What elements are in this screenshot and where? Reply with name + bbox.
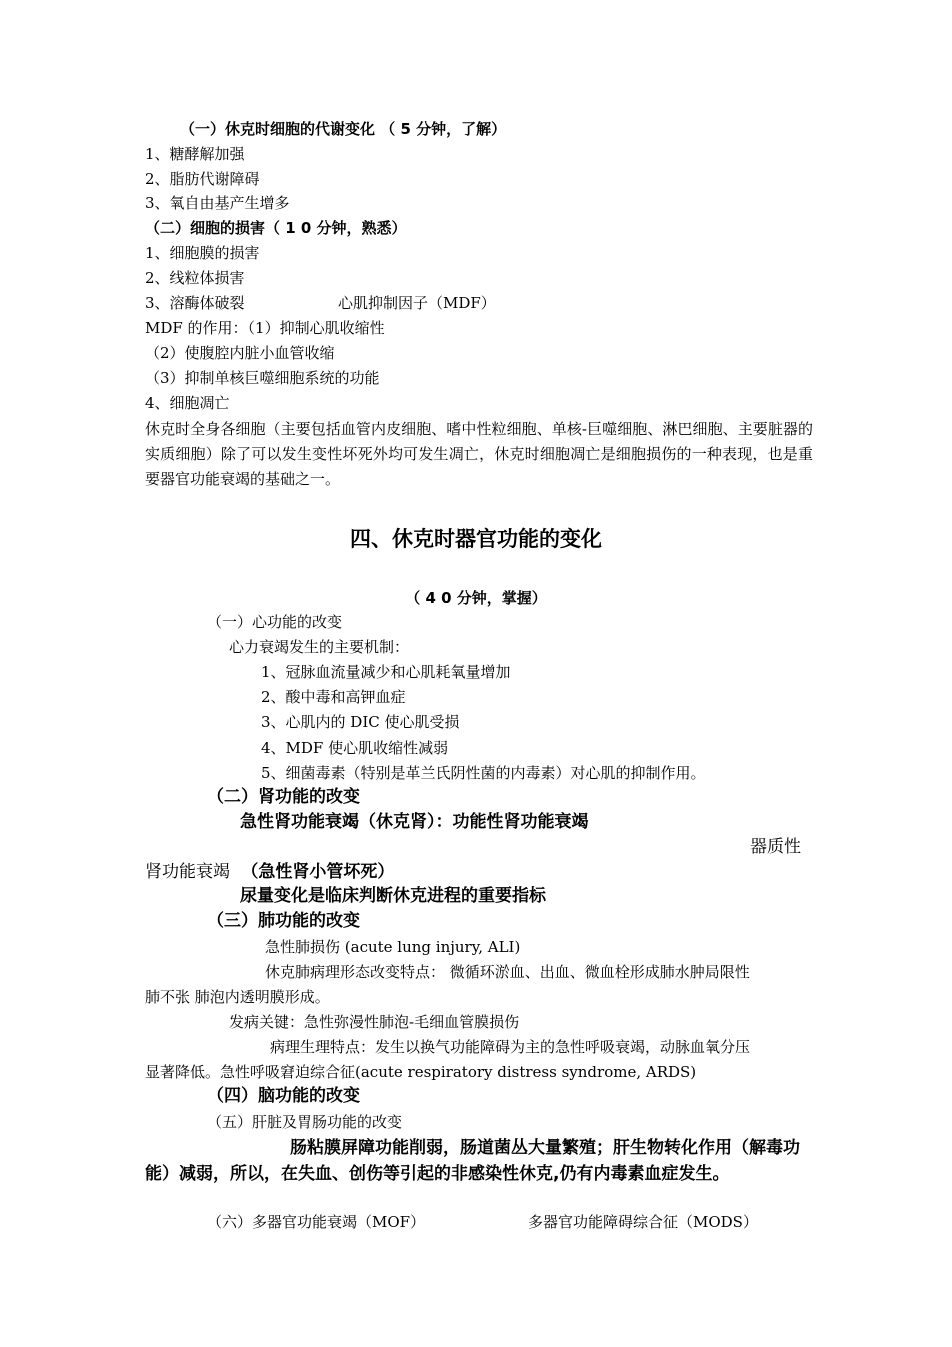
list-item: 3、溶酶体破裂 (145, 294, 245, 312)
list-item: 1、糖酵解加强 (145, 145, 245, 163)
section-title-cell-damage: （二）细胞的损害（ 1 0 分钟，熟悉） (145, 219, 407, 237)
lung-ali: 急性肺损伤 (acute lung injury, ALI) (265, 938, 521, 956)
lung-physiology: 病理生理特点：发生以换气功能障碍为主的急性呼吸衰竭，动脉血氧分压 (270, 1038, 751, 1056)
list-item: 1、细胞膜的损害 (145, 244, 260, 262)
liver-paragraph: 肠粘膜屏障功能削弱，肠道菌丛大量繁殖；肝生物转化作用（解毒功能）减弱，所以，在失血、创伤等引起的非感染性休克,仍有内毒素血症发生。 (145, 1138, 800, 1184)
kidney-indicator: 尿量变化是临床判断休克进程的重要指标 (240, 886, 546, 906)
chapter-title: 四、休克时器官功能的变化 (350, 527, 602, 551)
list-item: 4、细胞凋亡 (145, 394, 230, 412)
lung-physiology: 显著降低。急性呼吸窘迫综合征(acute respiratory distress syndrome, ARDS) (145, 1063, 697, 1081)
mdf-role: MDF 的作用：（1）抑制心肌收缩性 (145, 319, 385, 337)
list-item: 2、酸中毒和高钾血症 (261, 688, 406, 706)
list-item: 2、脂肪代谢障碍 (145, 170, 260, 188)
kidney-line (145, 861, 394, 883)
list-item: 4、MDF 使心肌收缩性减弱 (261, 739, 449, 757)
list-item: 2、线粒体损害 (145, 269, 245, 287)
mdf-role-item: （3）抑制单核巨噬细胞系统的功能 (145, 369, 380, 387)
chapter-subtitle: （ 4 0 分钟，掌握） (405, 589, 547, 607)
section-title-cell-metabolism: （一）休克时细胞的代谢变化 （ 5 分钟，了解） (180, 120, 507, 138)
list-item: 3、心肌内的 DIC 使心肌受损 (261, 713, 460, 731)
mdf-role-item: （2）使腹腔内脏小血管收缩 (145, 344, 335, 362)
mof-right: 多器官功能障碍综合征（MODS） (528, 1213, 758, 1231)
kidney-line-text: 肾功能衰竭 (145, 862, 230, 882)
kidney-line-bold: （急性肾小管坏死） (241, 862, 395, 882)
lung-pathology: 休克肺病理形态改变特点： 微循环淤血、出血、微血栓形成肺水肿局限性 (265, 963, 750, 981)
kidney-organic: 器质性 (750, 837, 801, 857)
section-title-kidney: （二）肾功能的改变 (207, 787, 360, 807)
section-title-brain: （四）脑功能的改变 (207, 1086, 360, 1106)
lung-pathology: 肺不张 肺泡内透明膜形成。 (145, 988, 330, 1006)
kidney-line: 急性肾功能衰竭（休克肾）：功能性肾功能衰竭 (240, 812, 589, 832)
section-title-liver: （五）肝脏及胃肠功能的改变 (207, 1113, 403, 1131)
heart-intro: 心力衰竭发生的主要机制： (229, 638, 410, 656)
section-title-lung: （三）肺功能的改变 (207, 911, 360, 931)
mof-left: （六）多器官功能衰竭（MOF） (207, 1213, 426, 1231)
section-title-heart: （一）心功能的改变 (207, 613, 343, 631)
list-item: 3、氧自由基产生增多 (145, 194, 290, 212)
apoptosis-paragraph: 休克时全身各细胞（主要包括血管内皮细胞、嗜中性粒细胞、单核-巨噬细胞、淋巴细胞、主要脏器的实质细胞）除了可以发生变性坏死外均可发生凋亡，休克时细胞凋亡是细胞损伤的一种表现，也是重要器官功能衰竭的基础之一。 (145, 420, 813, 488)
lung-key: 发病关键：急性弥漫性肺泡-毛细血管膜损伤 (229, 1013, 520, 1031)
list-item: 1、冠脉血流量减少和心肌耗氧量增加 (261, 663, 511, 681)
mdf-label: 心肌抑制因子（MDF） (338, 294, 496, 312)
list-item: 5、细菌毒素（特别是革兰氏阴性菌的内毒素）对心肌的抑制作用。 (261, 764, 706, 782)
